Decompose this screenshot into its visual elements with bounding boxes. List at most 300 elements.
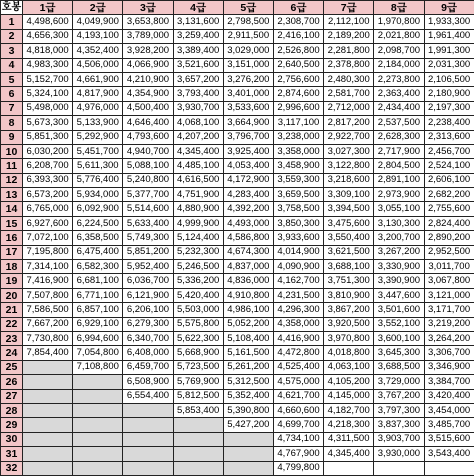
salary-cell[interactable]: 4,699,700 [273, 418, 323, 432]
salary-cell[interactable]: 7,854,400 [23, 346, 73, 360]
salary-cell[interactable]: 3,067,800 [424, 274, 474, 288]
salary-cell[interactable]: 7,667,200 [23, 317, 73, 331]
salary-cell[interactable]: 3,767,200 [374, 389, 424, 403]
salary-cell[interactable]: 4,525,400 [273, 360, 323, 374]
salary-cell[interactable]: 3,928,200 [123, 44, 173, 58]
salary-cell[interactable]: 5,851,200 [123, 245, 173, 259]
grade-1-header[interactable]: 1급 [23, 1, 73, 15]
salary-cell[interactable]: 5,668,900 [173, 346, 223, 360]
salary-cell[interactable]: 2,434,400 [374, 101, 424, 115]
salary-cell[interactable]: 2,973,900 [374, 188, 424, 202]
salary-cell[interactable]: 3,475,600 [324, 216, 374, 230]
salary-cell[interactable]: 2,756,600 [273, 72, 323, 86]
salary-cell[interactable]: 5,611,300 [73, 159, 123, 173]
grade-9-header[interactable]: 9급 [424, 1, 474, 15]
salary-cell[interactable]: 7,507,800 [23, 288, 73, 302]
salary-cell[interactable]: 7,054,800 [73, 346, 123, 360]
salary-cell[interactable]: 2,308,700 [273, 15, 323, 29]
salary-cell[interactable]: 4,416,900 [273, 331, 323, 345]
salary-cell[interactable]: 6,393,300 [23, 173, 73, 187]
salary-cell[interactable]: 3,055,100 [374, 202, 424, 216]
salary-cell[interactable]: 4,210,900 [123, 72, 173, 86]
salary-cell[interactable]: 4,586,800 [223, 231, 273, 245]
salary-cell[interactable]: 3,131,600 [173, 15, 223, 29]
step-number-cell[interactable]: 16 [1, 231, 23, 245]
salary-cell[interactable] [173, 447, 223, 461]
salary-cell[interactable] [173, 461, 223, 475]
step-number-cell[interactable]: 3 [1, 44, 23, 58]
salary-cell[interactable]: 4,231,500 [273, 288, 323, 302]
step-number-cell[interactable]: 24 [1, 346, 23, 360]
salary-cell[interactable]: 2,456,700 [424, 144, 474, 158]
salary-cell[interactable]: 3,384,700 [424, 375, 474, 389]
salary-cell[interactable]: 2,755,600 [424, 202, 474, 216]
salary-cell[interactable]: 6,927,600 [23, 216, 73, 230]
salary-cell[interactable]: 5,133,900 [73, 116, 123, 130]
salary-cell[interactable]: 3,420,400 [424, 389, 474, 403]
grade-2-header[interactable]: 2급 [73, 1, 123, 15]
salary-cell[interactable]: 3,219,200 [424, 317, 474, 331]
salary-cell[interactable]: 4,182,700 [324, 403, 374, 417]
salary-cell[interactable]: 3,130,300 [374, 216, 424, 230]
salary-cell[interactable]: 5,514,600 [123, 202, 173, 216]
salary-cell[interactable]: 1,991,300 [424, 44, 474, 58]
salary-cell[interactable]: 2,416,100 [273, 29, 323, 43]
salary-cell[interactable]: 5,851,300 [23, 130, 73, 144]
salary-cell[interactable] [23, 360, 73, 374]
salary-cell[interactable]: 3,029,000 [223, 44, 273, 58]
salary-cell[interactable]: 3,793,400 [173, 87, 223, 101]
salary-cell[interactable]: 5,377,700 [123, 188, 173, 202]
salary-cell[interactable]: 6,208,700 [23, 159, 73, 173]
step-number-cell[interactable]: 15 [1, 216, 23, 230]
salary-cell[interactable]: 4,105,200 [324, 375, 374, 389]
salary-cell[interactable]: 4,983,300 [23, 58, 73, 72]
salary-cell[interactable]: 6,508,900 [123, 375, 173, 389]
salary-cell[interactable]: 4,575,000 [273, 375, 323, 389]
salary-cell[interactable]: 4,296,300 [273, 303, 323, 317]
salary-cell[interactable] [73, 447, 123, 461]
salary-cell[interactable]: 5,673,300 [23, 116, 73, 130]
salary-cell[interactable]: 2,874,600 [273, 87, 323, 101]
salary-cell[interactable]: 2,922,700 [324, 130, 374, 144]
salary-cell[interactable]: 5,633,400 [123, 216, 173, 230]
salary-cell[interactable]: 5,124,400 [173, 231, 223, 245]
step-number-cell[interactable]: 6 [1, 87, 23, 101]
step-number-cell[interactable]: 31 [1, 447, 23, 461]
salary-cell[interactable]: 3,276,200 [223, 72, 273, 86]
salary-cell[interactable]: 3,027,300 [324, 144, 374, 158]
salary-cell[interactable]: 5,575,800 [173, 317, 223, 331]
salary-cell[interactable]: 6,994,600 [73, 331, 123, 345]
step-number-cell[interactable]: 10 [1, 144, 23, 158]
salary-cell[interactable]: 4,049,900 [73, 15, 123, 29]
salary-cell[interactable]: 3,559,300 [273, 173, 323, 187]
salary-cell[interactable]: 6,030,200 [23, 144, 73, 158]
salary-cell[interactable]: 3,550,400 [324, 231, 374, 245]
salary-cell[interactable]: 3,653,800 [123, 15, 173, 29]
salary-cell[interactable]: 7,072,100 [23, 231, 73, 245]
salary-cell[interactable]: 2,378,800 [324, 58, 374, 72]
grade-5-header[interactable]: 5급 [223, 1, 273, 15]
salary-cell[interactable]: 2,480,300 [324, 72, 374, 86]
step-number-cell[interactable]: 14 [1, 202, 23, 216]
salary-cell[interactable]: 4,218,300 [324, 418, 374, 432]
salary-cell[interactable]: 4,817,900 [73, 87, 123, 101]
salary-cell[interactable]: 2,106,500 [424, 72, 474, 86]
salary-cell[interactable]: 3,117,100 [273, 116, 323, 130]
salary-cell[interactable] [73, 461, 123, 475]
step-number-cell[interactable]: 30 [1, 432, 23, 446]
salary-cell[interactable]: 1,933,300 [424, 15, 474, 29]
salary-cell[interactable]: 3,346,900 [424, 360, 474, 374]
salary-cell[interactable]: 6,206,100 [123, 303, 173, 317]
salary-cell[interactable]: 5,769,900 [173, 375, 223, 389]
salary-cell[interactable]: 6,765,000 [23, 202, 73, 216]
salary-cell[interactable]: 2,712,000 [324, 101, 374, 115]
salary-cell[interactable]: 4,767,900 [273, 447, 323, 461]
salary-cell[interactable]: 2,180,900 [424, 87, 474, 101]
salary-cell[interactable]: 4,193,100 [73, 29, 123, 43]
salary-cell[interactable] [123, 432, 173, 446]
salary-cell[interactable]: 3,011,700 [424, 260, 474, 274]
salary-cell[interactable]: 4,661,900 [73, 72, 123, 86]
salary-cell[interactable]: 6,340,700 [123, 331, 173, 345]
salary-cell[interactable]: 2,952,500 [424, 245, 474, 259]
salary-cell[interactable]: 2,996,600 [273, 101, 323, 115]
salary-cell[interactable]: 3,306,700 [424, 346, 474, 360]
salary-cell[interactable]: 4,818,000 [23, 44, 73, 58]
salary-cell[interactable]: 4,799,800 [273, 461, 323, 475]
salary-cell[interactable]: 3,309,100 [324, 188, 374, 202]
salary-cell[interactable]: 5,952,400 [123, 260, 173, 274]
salary-cell[interactable]: 4,940,700 [123, 144, 173, 158]
step-number-cell[interactable]: 19 [1, 274, 23, 288]
salary-cell[interactable]: 2,798,500 [223, 15, 273, 29]
salary-cell[interactable]: 4,172,900 [223, 173, 273, 187]
salary-cell[interactable] [123, 418, 173, 432]
salary-cell[interactable]: 3,122,800 [324, 159, 374, 173]
salary-cell[interactable]: 6,036,700 [123, 274, 173, 288]
step-column-header[interactable]: 호봉 [1, 1, 23, 15]
salary-cell[interactable]: 2,581,700 [324, 87, 374, 101]
grade-3-header[interactable]: 3급 [123, 1, 173, 15]
salary-cell[interactable] [123, 447, 173, 461]
salary-cell[interactable]: 2,189,200 [324, 29, 374, 43]
step-number-cell[interactable]: 4 [1, 58, 23, 72]
salary-cell[interactable]: 3,259,400 [173, 29, 223, 43]
salary-cell[interactable]: 3,121,000 [424, 288, 474, 302]
salary-cell[interactable]: 5,498,000 [23, 101, 73, 115]
salary-cell[interactable] [374, 461, 424, 475]
salary-cell[interactable]: 5,292,900 [73, 130, 123, 144]
salary-cell[interactable]: 2,628,300 [374, 130, 424, 144]
salary-cell[interactable]: 4,311,500 [324, 432, 374, 446]
salary-cell[interactable]: 4,472,800 [273, 346, 323, 360]
salary-cell[interactable]: 3,394,500 [324, 202, 374, 216]
salary-cell[interactable]: 2,804,500 [374, 159, 424, 173]
salary-cell[interactable]: 6,475,400 [73, 245, 123, 259]
salary-cell[interactable]: 4,734,100 [273, 432, 323, 446]
salary-cell[interactable]: 3,447,600 [374, 288, 424, 302]
salary-cell[interactable] [23, 461, 73, 475]
salary-cell[interactable]: 3,659,500 [273, 188, 323, 202]
salary-cell[interactable]: 3,664,900 [223, 116, 273, 130]
salary-cell[interactable]: 3,238,000 [273, 130, 323, 144]
salary-cell[interactable]: 3,171,700 [424, 303, 474, 317]
salary-cell[interactable]: 4,500,400 [123, 101, 173, 115]
salary-cell[interactable]: 3,797,300 [374, 403, 424, 417]
salary-cell[interactable]: 5,246,500 [173, 260, 223, 274]
salary-cell[interactable]: 4,392,200 [223, 202, 273, 216]
salary-cell[interactable]: 3,543,400 [424, 447, 474, 461]
salary-cell[interactable]: 3,401,000 [223, 87, 273, 101]
step-number-cell[interactable]: 29 [1, 418, 23, 432]
salary-cell[interactable]: 3,267,200 [374, 245, 424, 259]
salary-cell[interactable]: 5,812,500 [173, 389, 223, 403]
salary-cell[interactable] [324, 461, 374, 475]
salary-cell[interactable]: 3,521,600 [173, 58, 223, 72]
salary-cell[interactable]: 7,195,800 [23, 245, 73, 259]
salary-cell[interactable]: 5,232,300 [173, 245, 223, 259]
salary-cell[interactable]: 4,485,100 [173, 159, 223, 173]
salary-cell[interactable] [23, 447, 73, 461]
salary-cell[interactable]: 2,313,600 [424, 130, 474, 144]
salary-cell[interactable]: 3,751,300 [324, 274, 374, 288]
salary-cell[interactable]: 2,891,100 [374, 173, 424, 187]
salary-cell[interactable]: 3,657,200 [173, 72, 223, 86]
salary-cell[interactable]: 3,688,500 [374, 360, 424, 374]
salary-cell[interactable]: 2,824,400 [424, 216, 474, 230]
grade-8-header[interactable]: 8급 [374, 1, 424, 15]
step-number-cell[interactable]: 27 [1, 389, 23, 403]
salary-cell[interactable]: 3,837,300 [374, 418, 424, 432]
salary-cell[interactable]: 5,324,100 [23, 87, 73, 101]
salary-cell[interactable] [23, 389, 73, 403]
salary-cell[interactable]: 3,454,000 [424, 403, 474, 417]
salary-cell[interactable]: 4,345,400 [173, 144, 223, 158]
salary-cell[interactable]: 6,857,100 [73, 303, 123, 317]
salary-cell[interactable]: 7,730,800 [23, 331, 73, 345]
salary-cell[interactable]: 4,506,000 [73, 58, 123, 72]
salary-cell[interactable]: 6,771,100 [73, 288, 123, 302]
salary-cell[interactable]: 3,903,700 [374, 432, 424, 446]
salary-cell[interactable]: 5,161,500 [223, 346, 273, 360]
salary-cell[interactable]: 3,789,000 [123, 29, 173, 43]
salary-cell[interactable]: 4,345,400 [324, 447, 374, 461]
salary-cell[interactable]: 3,867,200 [324, 303, 374, 317]
salary-cell[interactable]: 3,264,200 [424, 331, 474, 345]
salary-cell[interactable]: 4,616,500 [173, 173, 223, 187]
salary-cell[interactable]: 5,108,400 [223, 331, 273, 345]
salary-cell[interactable]: 4,145,000 [324, 389, 374, 403]
salary-cell[interactable]: 7,314,100 [23, 260, 73, 274]
salary-cell[interactable]: 4,751,900 [173, 188, 223, 202]
salary-cell[interactable] [23, 432, 73, 446]
salary-cell[interactable]: 6,929,100 [73, 317, 123, 331]
salary-cell[interactable] [73, 418, 123, 432]
salary-cell[interactable]: 3,485,700 [424, 418, 474, 432]
salary-cell[interactable]: 5,853,400 [173, 403, 223, 417]
step-number-cell[interactable]: 9 [1, 130, 23, 144]
salary-cell[interactable]: 2,890,200 [424, 231, 474, 245]
salary-cell[interactable]: 2,098,700 [374, 44, 424, 58]
salary-cell[interactable] [73, 432, 123, 446]
step-number-cell[interactable]: 28 [1, 403, 23, 417]
salary-cell[interactable] [424, 461, 474, 475]
salary-cell[interactable]: 4,162,700 [273, 274, 323, 288]
salary-cell[interactable] [223, 432, 273, 446]
salary-cell[interactable]: 5,622,300 [173, 331, 223, 345]
salary-cell[interactable]: 5,451,700 [73, 144, 123, 158]
grade-6-header[interactable]: 6급 [273, 1, 323, 15]
salary-cell[interactable]: 3,758,500 [273, 202, 323, 216]
salary-cell[interactable]: 6,121,900 [123, 288, 173, 302]
salary-cell[interactable]: 2,238,400 [424, 116, 474, 130]
step-number-cell[interactable]: 25 [1, 360, 23, 374]
salary-cell[interactable]: 3,850,300 [273, 216, 323, 230]
salary-cell[interactable]: 3,358,000 [273, 144, 323, 158]
salary-cell[interactable] [123, 403, 173, 417]
salary-cell[interactable]: 2,717,900 [374, 144, 424, 158]
salary-cell[interactable] [223, 447, 273, 461]
step-number-cell[interactable]: 17 [1, 245, 23, 259]
salary-cell[interactable]: 6,224,500 [73, 216, 123, 230]
salary-cell[interactable]: 5,261,200 [223, 360, 273, 374]
step-number-cell[interactable]: 21 [1, 303, 23, 317]
salary-cell[interactable]: 4,836,000 [223, 274, 273, 288]
salary-cell[interactable]: 6,554,400 [123, 389, 173, 403]
salary-cell[interactable]: 6,459,700 [123, 360, 173, 374]
salary-cell[interactable]: 4,014,900 [273, 245, 323, 259]
salary-cell[interactable]: 4,354,900 [123, 87, 173, 101]
salary-cell[interactable] [73, 389, 123, 403]
step-number-cell[interactable]: 7 [1, 101, 23, 115]
salary-cell[interactable]: 5,336,200 [173, 274, 223, 288]
salary-cell[interactable]: 2,112,100 [324, 15, 374, 29]
salary-cell[interactable]: 4,358,000 [273, 317, 323, 331]
salary-cell[interactable]: 6,092,900 [73, 202, 123, 216]
salary-cell[interactable]: 6,358,500 [73, 231, 123, 245]
salary-cell[interactable]: 3,645,300 [374, 346, 424, 360]
salary-cell[interactable]: 3,688,100 [324, 260, 374, 274]
step-number-cell[interactable]: 18 [1, 260, 23, 274]
salary-cell[interactable]: 4,986,100 [223, 303, 273, 317]
salary-cell[interactable]: 3,920,500 [324, 317, 374, 331]
salary-cell[interactable]: 5,390,800 [223, 403, 273, 417]
salary-cell[interactable]: 5,240,800 [123, 173, 173, 187]
salary-cell[interactable]: 4,283,400 [223, 188, 273, 202]
salary-cell[interactable]: 5,934,000 [73, 188, 123, 202]
salary-cell[interactable] [73, 375, 123, 389]
salary-cell[interactable]: 3,390,900 [374, 274, 424, 288]
salary-cell[interactable]: 6,573,200 [23, 188, 73, 202]
salary-cell[interactable]: 3,501,600 [374, 303, 424, 317]
salary-cell[interactable]: 3,218,600 [324, 173, 374, 187]
salary-cell[interactable] [173, 418, 223, 432]
salary-cell[interactable]: 2,526,800 [273, 44, 323, 58]
salary-cell[interactable]: 4,621,700 [273, 389, 323, 403]
step-number-cell[interactable]: 22 [1, 317, 23, 331]
salary-cell[interactable] [23, 403, 73, 417]
salary-cell[interactable]: 4,674,300 [223, 245, 273, 259]
step-number-cell[interactable]: 1 [1, 15, 23, 29]
salary-cell[interactable]: 5,052,200 [223, 317, 273, 331]
salary-cell[interactable]: 7,586,500 [23, 303, 73, 317]
salary-cell[interactable]: 4,493,000 [223, 216, 273, 230]
salary-cell[interactable]: 6,279,300 [123, 317, 173, 331]
step-number-cell[interactable]: 5 [1, 72, 23, 86]
step-number-cell[interactable]: 32 [1, 461, 23, 475]
salary-cell[interactable]: 4,068,100 [173, 116, 223, 130]
salary-cell[interactable]: 3,330,900 [374, 260, 424, 274]
salary-cell[interactable]: 5,427,200 [223, 418, 273, 432]
salary-cell[interactable]: 4,090,900 [273, 260, 323, 274]
salary-cell[interactable]: 4,880,900 [173, 202, 223, 216]
salary-cell[interactable]: 3,925,400 [223, 144, 273, 158]
step-number-cell[interactable]: 20 [1, 288, 23, 302]
salary-cell[interactable]: 4,207,200 [173, 130, 223, 144]
salary-cell[interactable]: 3,389,400 [173, 44, 223, 58]
salary-cell[interactable]: 3,930,000 [374, 447, 424, 461]
salary-cell[interactable]: 3,796,700 [223, 130, 273, 144]
salary-cell[interactable]: 3,515,600 [424, 432, 474, 446]
salary-cell[interactable]: 4,498,600 [23, 15, 73, 29]
step-number-cell[interactable]: 23 [1, 331, 23, 345]
salary-cell[interactable]: 5,723,500 [173, 360, 223, 374]
salary-cell[interactable]: 3,933,600 [273, 231, 323, 245]
step-number-cell[interactable]: 26 [1, 375, 23, 389]
salary-cell[interactable]: 7,108,800 [73, 360, 123, 374]
salary-cell[interactable]: 4,066,900 [123, 58, 173, 72]
salary-cell[interactable]: 3,729,000 [374, 375, 424, 389]
salary-cell[interactable]: 1,970,800 [374, 15, 424, 29]
salary-cell[interactable]: 3,600,100 [374, 331, 424, 345]
salary-cell[interactable]: 5,352,400 [223, 389, 273, 403]
salary-cell[interactable]: 5,152,700 [23, 72, 73, 86]
salary-cell[interactable]: 3,458,900 [273, 159, 323, 173]
salary-cell[interactable]: 2,273,800 [374, 72, 424, 86]
salary-cell[interactable]: 3,200,700 [374, 231, 424, 245]
salary-cell[interactable]: 3,970,800 [324, 331, 374, 345]
salary-cell[interactable] [173, 432, 223, 446]
salary-cell[interactable]: 2,682,200 [424, 188, 474, 202]
salary-cell[interactable] [123, 461, 173, 475]
salary-cell[interactable]: 4,063,100 [324, 360, 374, 374]
salary-cell[interactable]: 6,582,300 [73, 260, 123, 274]
salary-cell[interactable]: 4,999,900 [173, 216, 223, 230]
salary-cell[interactable]: 5,312,500 [223, 375, 273, 389]
salary-cell[interactable]: 5,776,400 [73, 173, 123, 187]
salary-cell[interactable]: 4,976,000 [73, 101, 123, 115]
step-number-cell[interactable]: 12 [1, 173, 23, 187]
salary-cell[interactable]: 3,533,600 [223, 101, 273, 115]
step-number-cell[interactable]: 11 [1, 159, 23, 173]
salary-cell[interactable]: 4,656,300 [23, 29, 73, 43]
salary-cell[interactable] [23, 375, 73, 389]
salary-cell[interactable]: 4,053,400 [223, 159, 273, 173]
salary-cell[interactable]: 2,184,000 [374, 58, 424, 72]
salary-cell[interactable] [23, 418, 73, 432]
salary-cell[interactable]: 5,749,300 [123, 231, 173, 245]
salary-cell[interactable]: 2,197,300 [424, 101, 474, 115]
salary-cell[interactable]: 4,018,800 [324, 346, 374, 360]
step-number-cell[interactable]: 2 [1, 29, 23, 43]
salary-cell[interactable]: 2,911,500 [223, 29, 273, 43]
salary-cell[interactable]: 2,537,500 [374, 116, 424, 130]
salary-cell[interactable]: 2,363,400 [374, 87, 424, 101]
salary-cell[interactable]: 3,621,500 [324, 245, 374, 259]
